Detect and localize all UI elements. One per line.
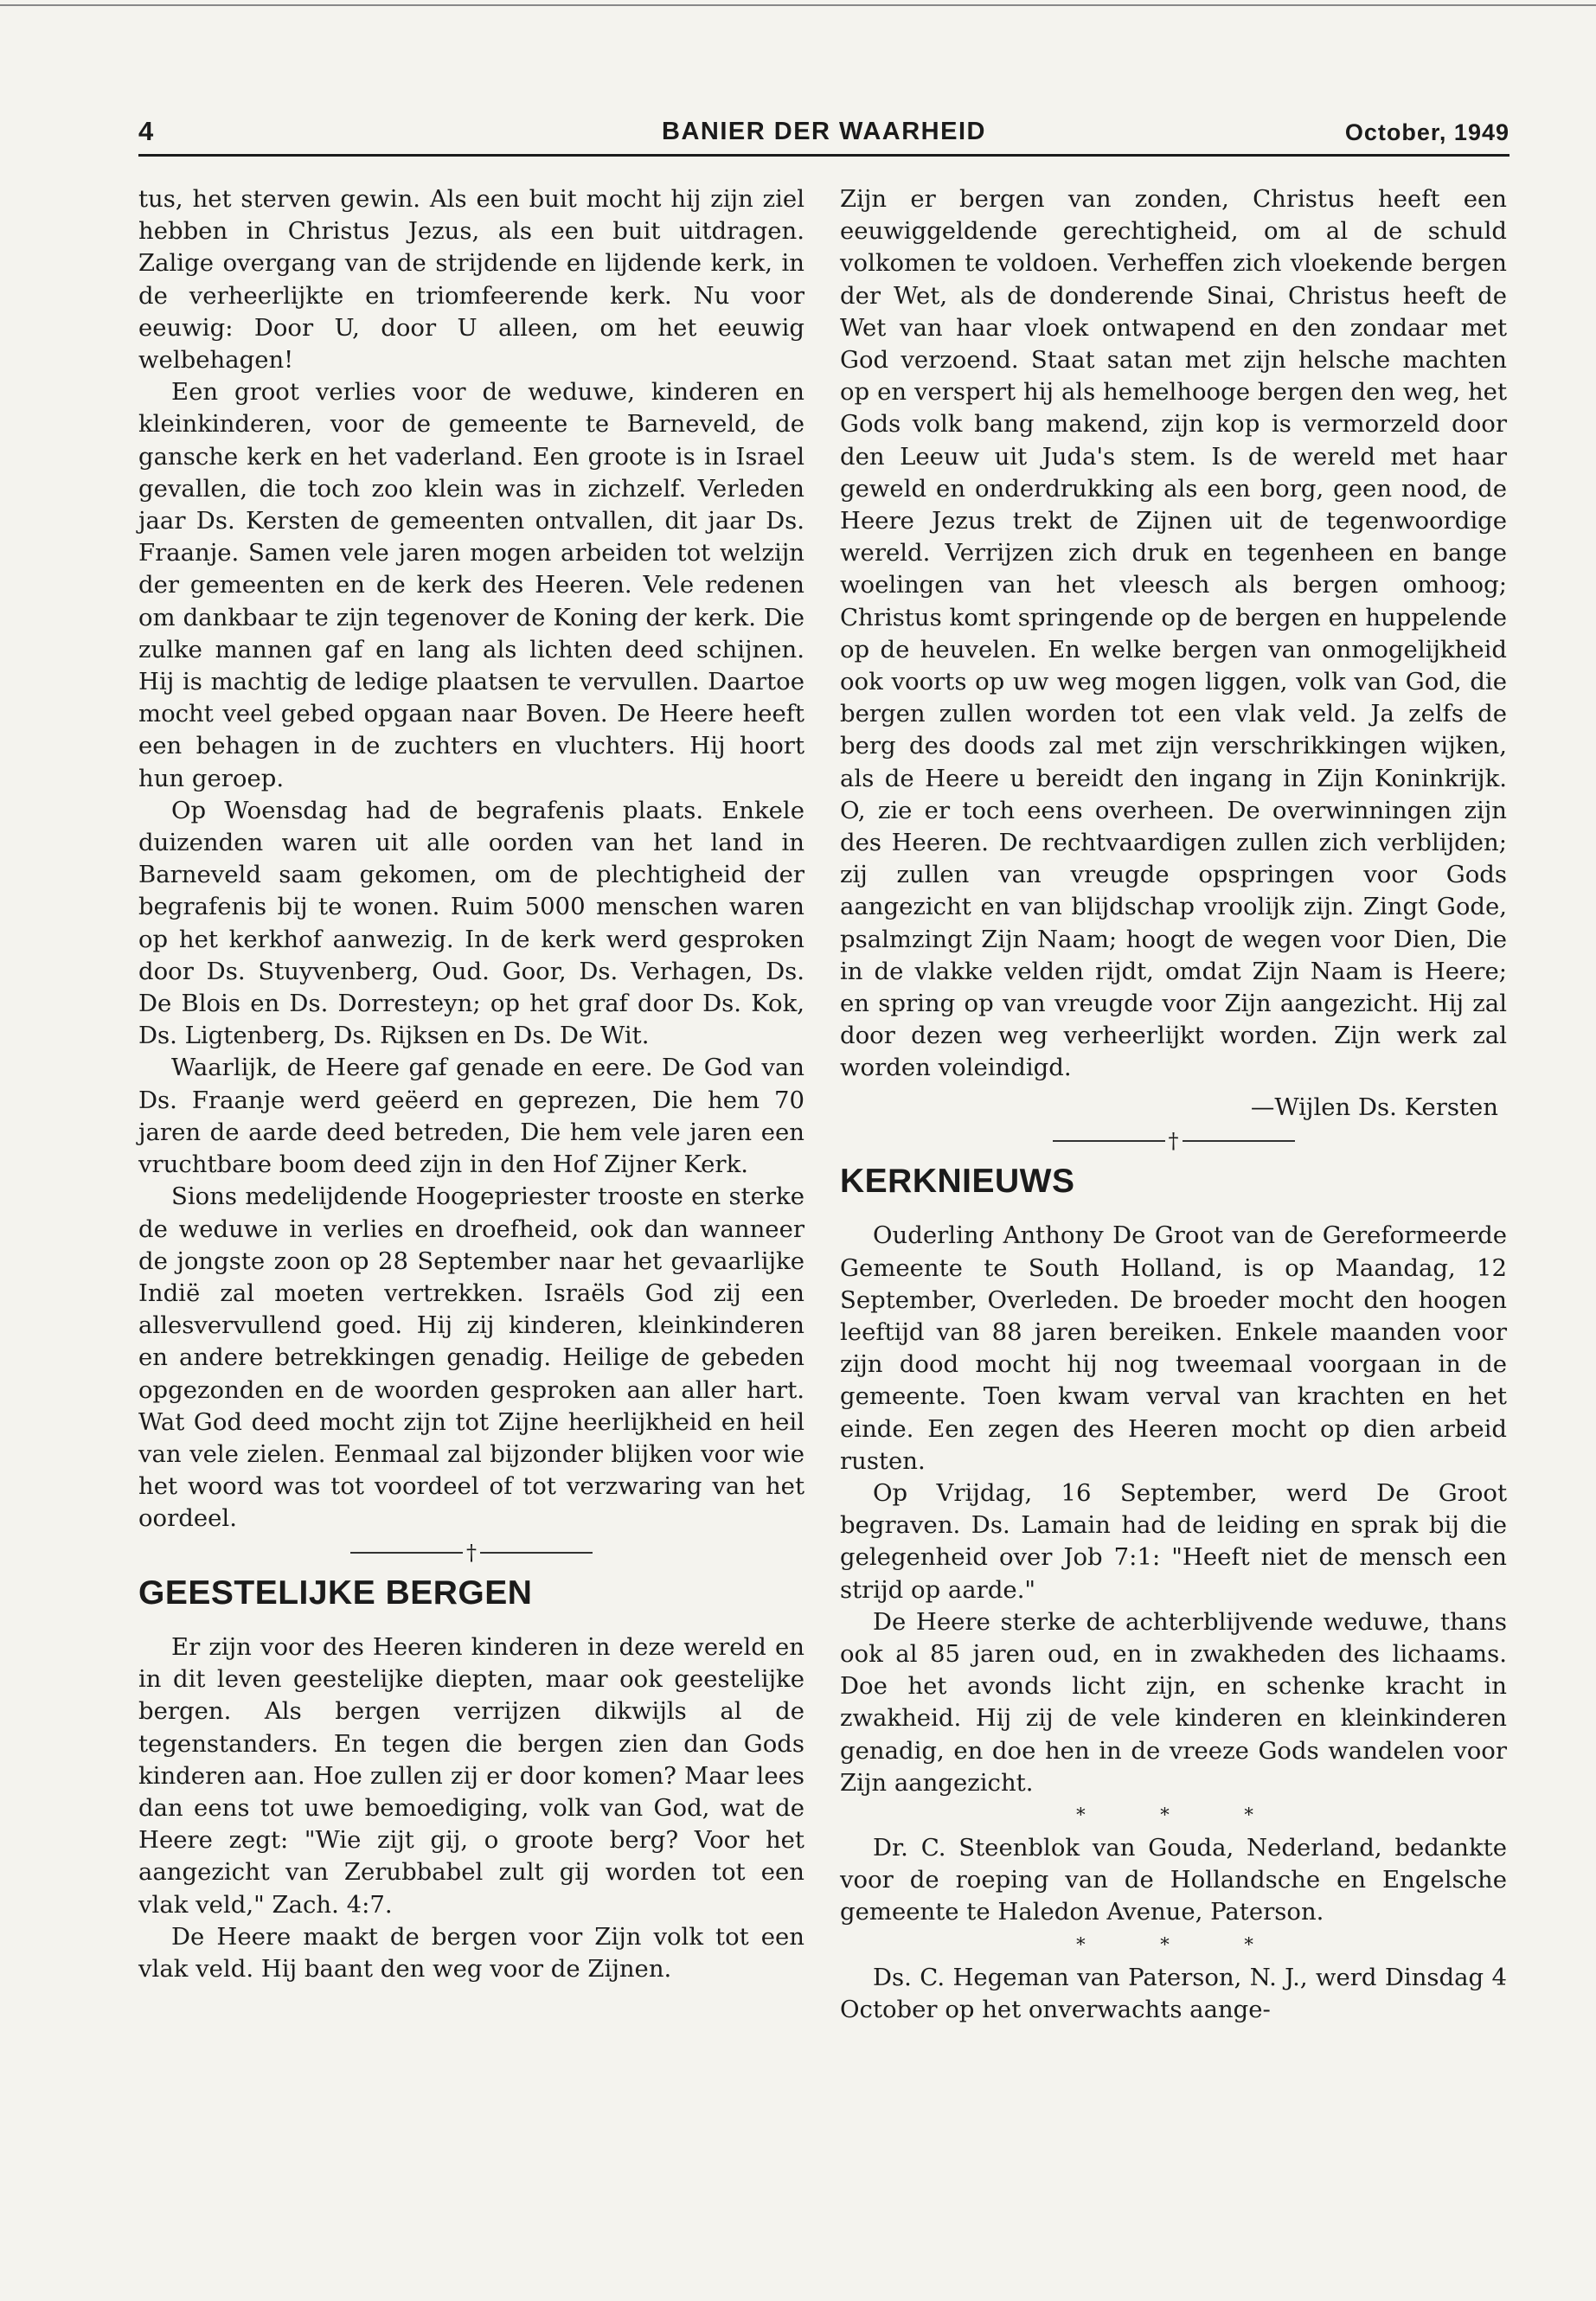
cross-icon: † [466, 1541, 477, 1566]
asterisk-separator: * * * [1076, 1804, 1288, 1826]
article-paragraph: De Heere maakt de bergen voor Zijn volk tot een vlak veld. Hij baant den weg voor de Zijnen. [138, 1922, 804, 1984]
news-paragraph: Ouderling Anthony De Groot van de Gereformeerde Gemeente te South Holland, is op Maandag, 12 September, Overleden. De broeder mocht den hoogen leeftijd van 88 jaren bereiken. Enkele maanden voor zijn dood mocht hij nog tweemaal voorgaan in de gemeente. Toen kwam verval van krachten en het einde. Een zegen des Heeren mocht op dien arbeid rusten. [840, 1221, 1507, 1475]
scan-edge-line [0, 4, 1596, 6]
page-number: 4 [138, 116, 154, 146]
divider-line [480, 1552, 593, 1554]
section-heading-geestelijke-bergen: GEESTELIJKE BERGEN [138, 1574, 533, 1612]
divider-line [1053, 1140, 1165, 1142]
publication-title: BANIER DER WAARHEID [662, 118, 986, 145]
article-paragraph: Zijn er bergen van zonden, Christus heeft een eeuwiggeldende gerechtigheid, om al de schuld volkomen te voldoen. Verheffen zich vloekende bergen der Wet, als de donderende Sinai, Christus heeft de Wet van haar vloek ontwapend en den zondaar met God verzoend. Staat satan met zijn helsche machten op en verspert hij als hemelhooge bergen den weg, het Gods volk bang makend, zijn kop is vermorzeld door den Leeuw uit Juda's stem. Is de wereld met haar geweld en onderdrukking als een borg, geen nood, de Heere Jezus trekt de Zijnen uit de tegenwoordige wereld. Verrijzen zich druk en tegenheen en bange woelingen van het vleesch als bergen omhoog; Christus komt springende op de bergen en huppelende op de heuvelen. En welke bergen van onmogelijkheid ook voorts op uw weg mogen liggen, volk van God, die bergen zullen worden tot een vlak veld. Ja zelfs de berg des doods zal met zijn verschrikkingen wijken, als de Heere u bereidt den ingang in Zijn Koninkrijk. O, zie er toch eens overheen. De overwinningen zijn des Heeren. De rechtvaardigen zullen zich verblijden; zij zullen van vreugde opspringen voor Gods aangezicht en van blijdschap vroolijk zijn. Zingt Gode, psalmzingt Zijn Naam; hoogt de wegen voor Dien, Die in de vlakke velden rijdt, omdat Zijn Naam is Heere; en spring op van vreugde voor Zijn aangezicht. Hij zal door dezen weg verheerlijkt worden. Zijn werk zal worden voleindigd. [840, 185, 1507, 1082]
issue-date: October, 1949 [1344, 119, 1509, 145]
news-paragraph: Dr. C. Steenblok van Gouda, Nederland, bedankte voor de roeping van de Hollandsche en Engelsche gemeente te Haledon Avenue, Paterson. [840, 1834, 1507, 1926]
asterisk-separator: * * * [1076, 1933, 1288, 1955]
article-paragraph: tus, het sterven gewin. Als een buit mocht hij zijn ziel hebben in Christus Jezus, als een buit uitdragen. Zalige overgang van de strijdende en lijdende kerk, in de verheerlijkte en triomfeerende kerk. Nu voor eeuwig: Door U, door U alleen, om het eeuwig welbehagen! [138, 185, 804, 375]
cross-icon: † [1168, 1129, 1179, 1154]
article-paragraph: Waarlijk, de Heere gaf genade en eere. De God van Ds. Fraanje werd geëerd en geprezen, Die hem 70 jaren de aarde deed betreden, Die hem vele jaren een vruchtbare boom deed zijn in den Hof Zijner Kerk. [138, 1054, 804, 1179]
article-paragraph: Sions medelijdende Hoogepriester trooste en sterke de weduwe in verlies en droefheid, ook dan wanneer de jongste zoon op 28 September naar het gevaarlijke Indië zal moeten vertrekken. Israëls God zij een allesvervullend goed. Hij zij kinderen, kleinkinderen en andere betrekkingen genadig. Heilige de gebeden opgezonden en de woorden gesproken aan aller hart. Wat God deed mocht zijn tot Zijne heerlijkheid en heil van vele zielen. Eenmaal zal bijzonder blijken voor wie het woord was tot voordeel of tot verzwaring van het oordeel. [138, 1183, 804, 1533]
section-divider [138, 1537, 804, 1568]
section-divider [840, 1125, 1507, 1157]
divider-line [350, 1552, 463, 1554]
news-paragraph: Ds. C. Hegeman van Paterson, N. J., werd Dinsdag 4 October op het onverwachts aange- [840, 1963, 1507, 2023]
article-paragraph: Er zijn voor des Heeren kinderen in deze wereld en in dit leven geestelijke diepten, maar ook geestelijke bergen. Als bergen verrijzen dikwijls al de tegenstanders. En tegen die bergen zien dan Gods kinderen aan. Hoe zullen zij er door komen? Maar lees dan eens tot uwe bemoediging, volk van God, wat de Heere zegt: "Wie zijt gij, o groote berg? Voor het aangezicht van Zerubbabel zult gij worden tot een vlak veld," Zach. 4:7. [138, 1633, 804, 1919]
news-paragraph: De Heere sterke de achterblijvende weduwe, thans ook al 85 jaren oud, en in zwakheden des lichaams. Doe het avonds licht zijn, en schenke kracht in zwakheid. Hij zij de vele kinderen en kleinkinderen genadig, en doe hen in de vreeze Gods wandelen voor Zijn aangezicht. [840, 1607, 1507, 1797]
article-signature: —Wijlen Ds. Kersten [1250, 1093, 1498, 1121]
right-column [840, 183, 1507, 2026]
section-heading-kerknieuws: KERKNIEUWS [840, 1163, 1075, 1201]
article-paragraph: Op Woensdag had de begrafenis plaats. Enkele duizenden waren uit alle oorden van het land in Barneveld saam gekomen, om de plechtigheid der begrafenis bij te wonen. Ruim 5000 menschen waren op het kerkhof aanwezig. In de kerk werd gesproken door Ds. Stuyvenberg, Oud. Goor, Ds. Verhagen, Ds. De Blois en Ds. Dorresteyn; op het graf door Ds. Kok, Ds. Ligtenberg, Ds. Rijksen en Ds. De Wit. [138, 796, 804, 1050]
left-column [138, 183, 804, 1985]
page-header [138, 116, 1509, 157]
divider-line [1183, 1140, 1295, 1142]
article-paragraph: Een groot verlies voor de weduwe, kinderen en kleinkinderen, voor de gemeente te Barneveld, de gansche kerk en het vaderland. Een groote is in Israel gevallen, die toch zoo klein was in zichzelf. Verleden jaar Ds. Kersten de gemeenten ontvallen, dit jaar Ds. Fraanje. Samen vele jaren mogen arbeiden tot welzijn der gemeenten en de kerk des Heeren. Vele redenen om dankbaar te zijn tegenover de Koning der kerk. Die zulke mannen gaf en lang als lichten deed schijnen. Hij is machtig de ledige plaatsen te vervullen. Daartoe mocht veel gebed opgaan naar Boven. De Heere heeft een behagen in de zuchters en vluchters. Hij hoort hun geroep. [138, 378, 804, 792]
news-paragraph: Op Vrijdag, 16 September, werd De Groot begraven. Ds. Lamain had de leiding en sprak bij die gelegenheid over Job 7:1: "Heeft niet de mensch een strijd op aarde." [840, 1479, 1507, 1604]
